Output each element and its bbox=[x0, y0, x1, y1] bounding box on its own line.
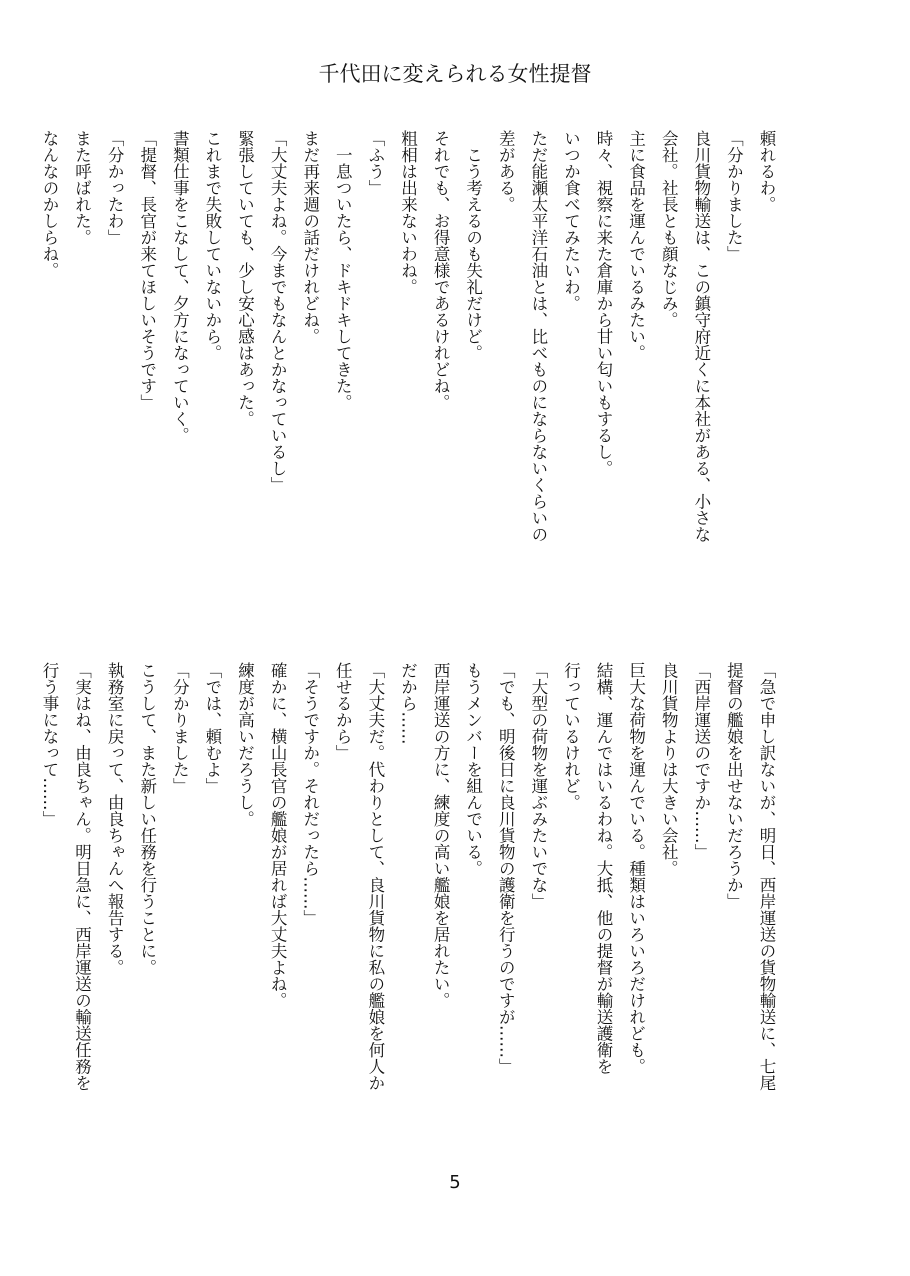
text-line: いつか食べてみたいわ。 bbox=[561, 130, 581, 312]
text-line: まだ再来週の話だけれどね。 bbox=[300, 130, 320, 345]
text-line: 会社。社長とも顔なじみ。 bbox=[659, 130, 679, 328]
text-line: 「でも、明後日に良川貨物の護衛を行うのですが……」 bbox=[496, 662, 516, 1075]
text-line: 任せるから」 bbox=[333, 662, 353, 761]
text-line: 「そうですか。それだったら……」 bbox=[300, 662, 320, 926]
text-line: 「分かりました」 bbox=[724, 130, 744, 262]
text-line: 書類仕事をこなして、夕方になっていく。 bbox=[170, 130, 190, 444]
text-line: 行う事になって……」 bbox=[39, 662, 59, 827]
text-line: 一息ついたら、ドキドキしてきた。 bbox=[333, 130, 353, 411]
text-line: もうメンバーを組んでいる。 bbox=[463, 662, 483, 877]
text-line: 粗相は出来ないわね。 bbox=[398, 130, 418, 295]
upper-text-block bbox=[32, 130, 782, 610]
text-line: こう考えるのも失礼だけど。 bbox=[463, 130, 483, 361]
page-number: 5 bbox=[449, 1172, 461, 1193]
text-line: これまで失敗していないから。 bbox=[202, 130, 222, 361]
page-title: 千代田に変えられる女性提督 bbox=[318, 62, 592, 86]
text-line: 良川貨物輸送は、この鎮守府近くに本社がある、小さな bbox=[691, 130, 711, 543]
text-line: 「では、頼むよ」 bbox=[202, 662, 222, 794]
text-line: 「大丈夫よね。今までもなんとかなっているし」 bbox=[268, 130, 288, 493]
text-line: 「提督、長官が来てほしいそうです」 bbox=[137, 130, 157, 411]
text-line: 頼れるわ。 bbox=[757, 130, 776, 213]
lower-text-block bbox=[32, 662, 782, 1144]
text-line: 「分かったわ」 bbox=[105, 130, 125, 246]
text-line: 主に食品を運んでいるみたい。 bbox=[626, 130, 646, 361]
text-line: こうして、また新しい任務を行うことに。 bbox=[137, 662, 157, 976]
text-line: 時々、視察に来た倉庫から甘い匂いもするし。 bbox=[594, 130, 614, 477]
text-line: 執務室に戻って、由良ちゃんへ報告する。 bbox=[105, 662, 125, 976]
text-line: 巨大な荷物を運んでいる。種類はいろいろだけれども。 bbox=[626, 662, 646, 1075]
text-line: 「急で申し訳ないが、明日、西岸運送の貨物輸送に、七尾 bbox=[757, 662, 776, 1091]
text-line: 差がある。 bbox=[496, 130, 516, 213]
text-line: 西岸運送の方に、練度の高い艦娘を居れたい。 bbox=[431, 662, 451, 1009]
text-line: 緊張していても、少し安心感はあった。 bbox=[235, 130, 255, 427]
text-line: 行っているけれど。 bbox=[561, 662, 581, 811]
text-line: 結構、運んではいるわね。大抵、他の提督が輸送護衛を bbox=[594, 662, 614, 1075]
text-line: なんなのかしらね。 bbox=[39, 130, 59, 279]
text-line: それでも、お得意様であるけれどね。 bbox=[431, 130, 451, 411]
text-line: 提督の艦娘を出せないだろうか」 bbox=[724, 662, 744, 910]
text-line: 良川貨物よりは大きい会社。 bbox=[659, 662, 679, 877]
text-line: 「大型の荷物を運ぶみたいでな」 bbox=[528, 662, 548, 910]
text-line: だから…… bbox=[398, 662, 418, 745]
text-line: 「実はね、由良ちゃん。明日急に、西岸運送の輸送任務を bbox=[72, 662, 92, 1091]
text-line: 「西岸運送のですか……」 bbox=[691, 662, 711, 860]
text-line: 「分かりました」 bbox=[170, 662, 190, 794]
text-line: 確かに、横山長官の艦娘が居れば大丈夫よね。 bbox=[268, 662, 288, 1009]
text-line: 「大丈夫だ。代わりとして、良川貨物に私の艦娘を何人か bbox=[365, 662, 385, 1091]
text-line: ただ能瀬太平洋石油とは、比べものにならないくらいの bbox=[528, 130, 548, 543]
text-line: また呼ばれた。 bbox=[72, 130, 92, 246]
text-line: 練度が高いだろうし。 bbox=[235, 662, 255, 827]
text-line: 「ふう」 bbox=[365, 130, 385, 196]
